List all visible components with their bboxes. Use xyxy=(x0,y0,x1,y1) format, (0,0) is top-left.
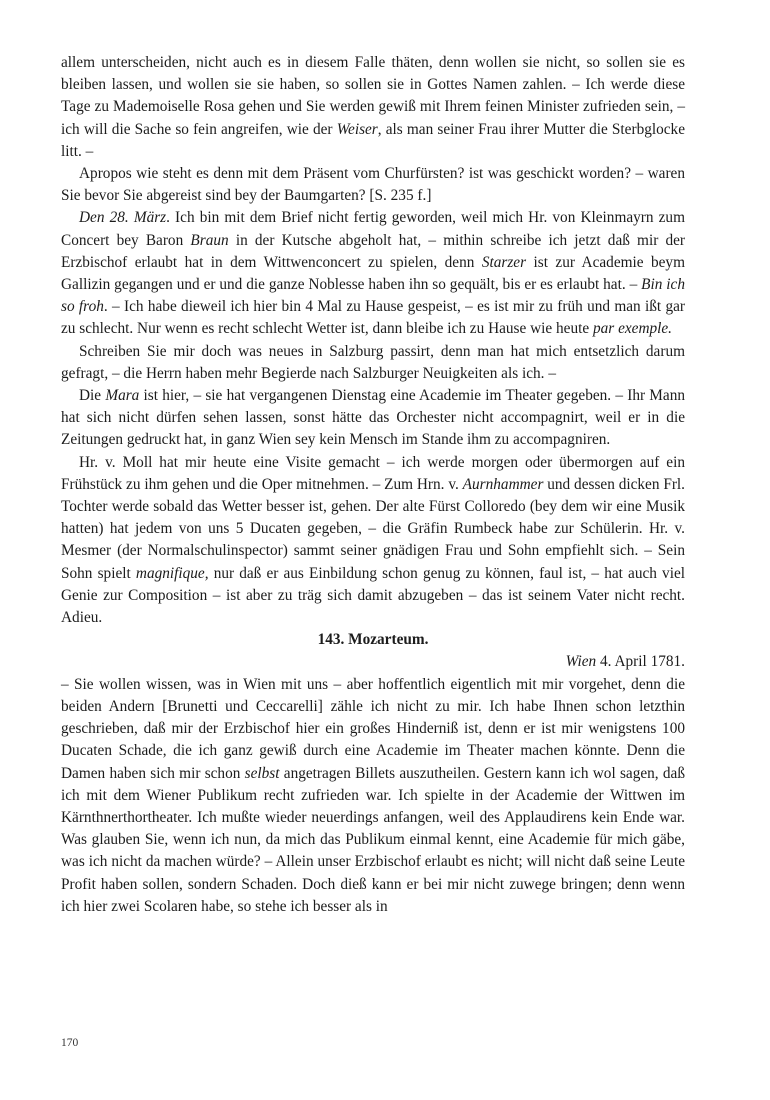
text-run: Apropos wie steht es denn mit dem Präsent vom Churfürsten? ist was geschickt worden? – waren Sie bevor Sie abgereist sind bey der Baumgarten? [S. 235 f.] xyxy=(61,165,685,205)
text-run: , als man seiner Frau ihrer Mutter die Sterbglocke litt. – xyxy=(61,120,685,160)
paragraph xyxy=(61,52,685,163)
letter-body xyxy=(61,674,685,918)
page-number: 170 xyxy=(61,1037,79,1049)
letter-continuation xyxy=(61,52,685,629)
italic-text: Mara xyxy=(105,387,140,405)
paragraph xyxy=(61,674,685,918)
text-run: . – Ich habe dieweil ich hier bin 4 Mal zu Hause gespeist, – es ist mir zu früh und man ißt gar zu schlecht. Nur wenn es recht schlecht Wetter ist, dann bleibe ich zu Hause wie heute xyxy=(61,298,686,338)
text-run: Die xyxy=(79,387,106,405)
text-run: in der Kutsche abgeholt hat, – mithin schreibe ich jetzt daß mir der Erzbischof erlaubt hat in dem Wittwenconcert zu spielen, denn xyxy=(61,231,686,271)
page-text xyxy=(61,52,685,918)
italic-text: magnifique, xyxy=(135,564,209,582)
paragraph xyxy=(61,207,685,340)
paragraph xyxy=(61,341,685,385)
italic-text: Starzer xyxy=(481,253,527,271)
italic-text: Aurnhammer xyxy=(462,475,544,493)
text-run: Schreiben Sie mir doch was neues in Salzburg passirt, denn man hat mich entsetzlich darum gefragt, – die Herrn haben mehr Begierde nach Salzburger Neuigkeiten als ich. – xyxy=(61,342,685,382)
italic-text: par exemple. xyxy=(593,320,673,338)
italic-text: Braun xyxy=(190,231,229,249)
italic-text: Bin ich so froh xyxy=(61,276,685,316)
text-run: angetragen Billets auszutheilen. Gestern kann ich wol sagen, daß ich mit dem Wiener Publikum recht zufrieden war. Ich spielte in der Academie der Wittwen im Kärnthnerthortheater. Ich mußte wieder neuerdings anfangen, weil des Applaudirens kein Ende war. Was glauben Sie, wenn ich nun, da mich das Publikum einmal kennt, eine Academie für mich gäbe, was ich nicht da machen würde? – Allein unser Erzbischof erlaubt es nicht; will nicht daß seine Leute Profit haben sollen, sondern Schaden. Doch dieß kann er bei mir nicht zuwege bringen; denn wenn ich hier zwei Scolaren habe, so stehe ich besser als in xyxy=(61,764,685,915)
text-run: und dessen dicken Frl. Tochter werde sobald das Wetter besser ist, gehen. Der alte Fürst Colloredo (bey dem wir eine Musik hatten) hat jedem von uns 5 Ducaten gegeben, – die Gräfin Rumbeck habe zur Schülerin. Hr. v. Mesmer (der Normalschulinspector) sammt seiner gnädigen Frau und Sohn empfiehlt sich. – Sein Sohn spielt xyxy=(61,475,685,582)
italic-text: selbst xyxy=(244,764,280,782)
text-run: nur daß er aus Einbildung schon genug zu können, faul ist, – hat auch viel Genie zur Composition – ist aber zu träg sich damit abzugeben – das ist seinem Vater nicht recht. Adieu. xyxy=(61,564,685,627)
dateline xyxy=(61,651,685,673)
dateline-place: Wien xyxy=(565,653,597,671)
italic-text: Den 28. März xyxy=(79,209,167,227)
text-run: allem unterscheiden, nicht auch es in diesem Falle thäten, denn wollen sie nicht, so sollen sie es bleiben lassen, und wollen sie sie haben, so sollen sie in Gottes Namen zahlen. – Ich werde diese Tage zu Mademoiselle Rosa gehen und Sie werden gewiß mit Ihrem feinen Minister zufrieden sein, – ich will die Sache so fein angreifen, wie der xyxy=(61,54,685,138)
letter-heading: 143. Mozarteum. xyxy=(317,631,429,649)
paragraph xyxy=(61,385,685,452)
text-run: ist hier, – sie hat vergangenen Dienstag eine Academie im Theater gegeben. – Ihr Mann hat sich nicht dürfen sehen lassen, sonst hätte das Orchester nicht accompagnirt, weil er in die Zeitungen gedruckt hat, in ganz Wien sey kein Mensch im Stande ihm zu accompagniren. xyxy=(61,387,685,449)
paragraph xyxy=(61,163,685,207)
italic-text: Weiser xyxy=(336,120,378,138)
text-run: Hr. v. Moll hat mir heute eine Visite gemacht – ich werde morgen oder übermorgen auf ein Frühstück zu ihm gehen und die Oper mitnehmen. – Zum Hrn. v. xyxy=(61,453,685,493)
text-run: ist zur Academie beym Gallizin gegangen und er und die ganze Noblesse haben ihn so gequält, bis er es erlaubt hat. – xyxy=(61,253,685,294)
text-run: . Ich bin mit dem Brief nicht fertig geworden, weil mich Hr. von Kleinmayrn zum Concert bey Baron xyxy=(61,209,685,249)
text-run: – Sie wollen wissen, was in Wien mit uns – aber hoffentlich eigentlich mit mir vorgehet, denn die beiden Andern [Brunetti und Ceccarelli] zähle ich nicht zu mir. Ich habe Ihnen schon letzthin geschrieben, daß mir der Erzbischof hier ein großes Hinderniß ist, denn er ist mir wenigstens 100 Ducaten Schade, die ich ganz gewiß durch eine Academie im Theater machen könnte. Denn die Damen haben sich mir schon xyxy=(61,675,685,782)
paragraph xyxy=(61,452,685,630)
dateline-date: 4. April 1781. xyxy=(596,653,685,671)
